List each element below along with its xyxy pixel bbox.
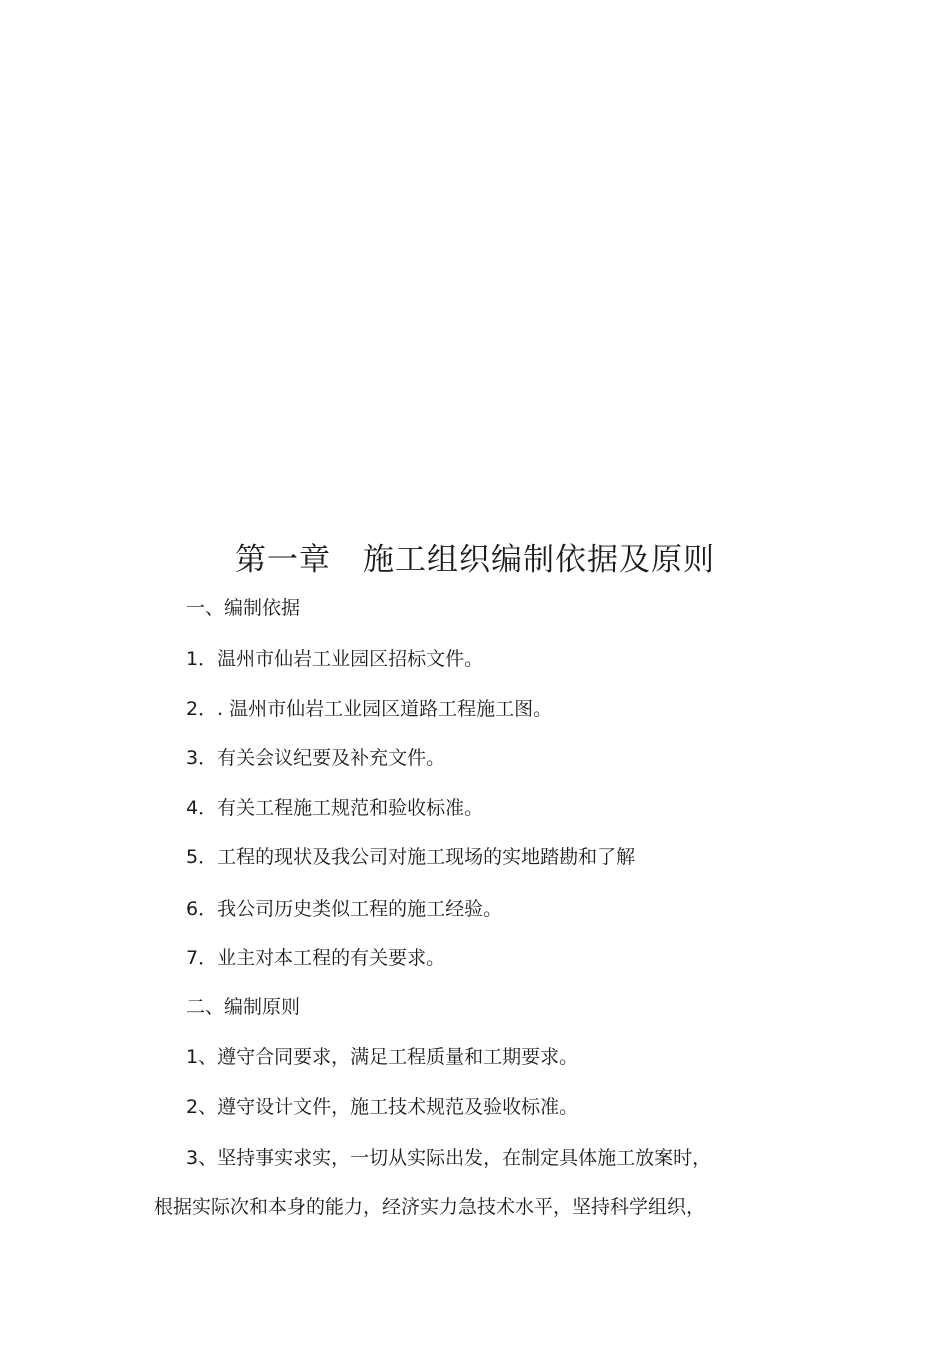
list-item: 5．工程的现状及我公司对施工现场的实地踏勘和了解 <box>186 846 636 868</box>
list-item: 6．我公司历史类似工程的施工经验。 <box>186 898 503 920</box>
list-item: 7．业主对本工程的有关要求。 <box>186 947 446 969</box>
list-item: 3、坚持事实求实，一切从实际出发，在制定具体施工放案时， <box>186 1147 712 1169</box>
chapter-title: 第一章 施工组织编制依据及原则 <box>235 542 715 578</box>
list-item: 2．. 温州市仙岩工业园区道路工程施工图。 <box>186 698 553 720</box>
list-item: 1．温州市仙岩工业园区招标文件。 <box>186 648 484 670</box>
list-item: 2、遵守设计文件，施工技术规范及验收标准。 <box>186 1096 579 1118</box>
paragraph-continuation: 根据实际次和本身的能力，经济实力急技术水平，坚持科学组织， <box>154 1196 706 1218</box>
section-heading-principles: 二、编制原则 <box>186 996 301 1018</box>
section-heading-basis: 一、编制依据 <box>186 597 301 619</box>
list-item: 4．有关工程施工规范和验收标准。 <box>186 797 484 819</box>
list-item: 1、遵守合同要求，满足工程质量和工期要求。 <box>186 1046 579 1068</box>
list-item: 3．有关会议纪要及补充文件。 <box>186 747 446 769</box>
